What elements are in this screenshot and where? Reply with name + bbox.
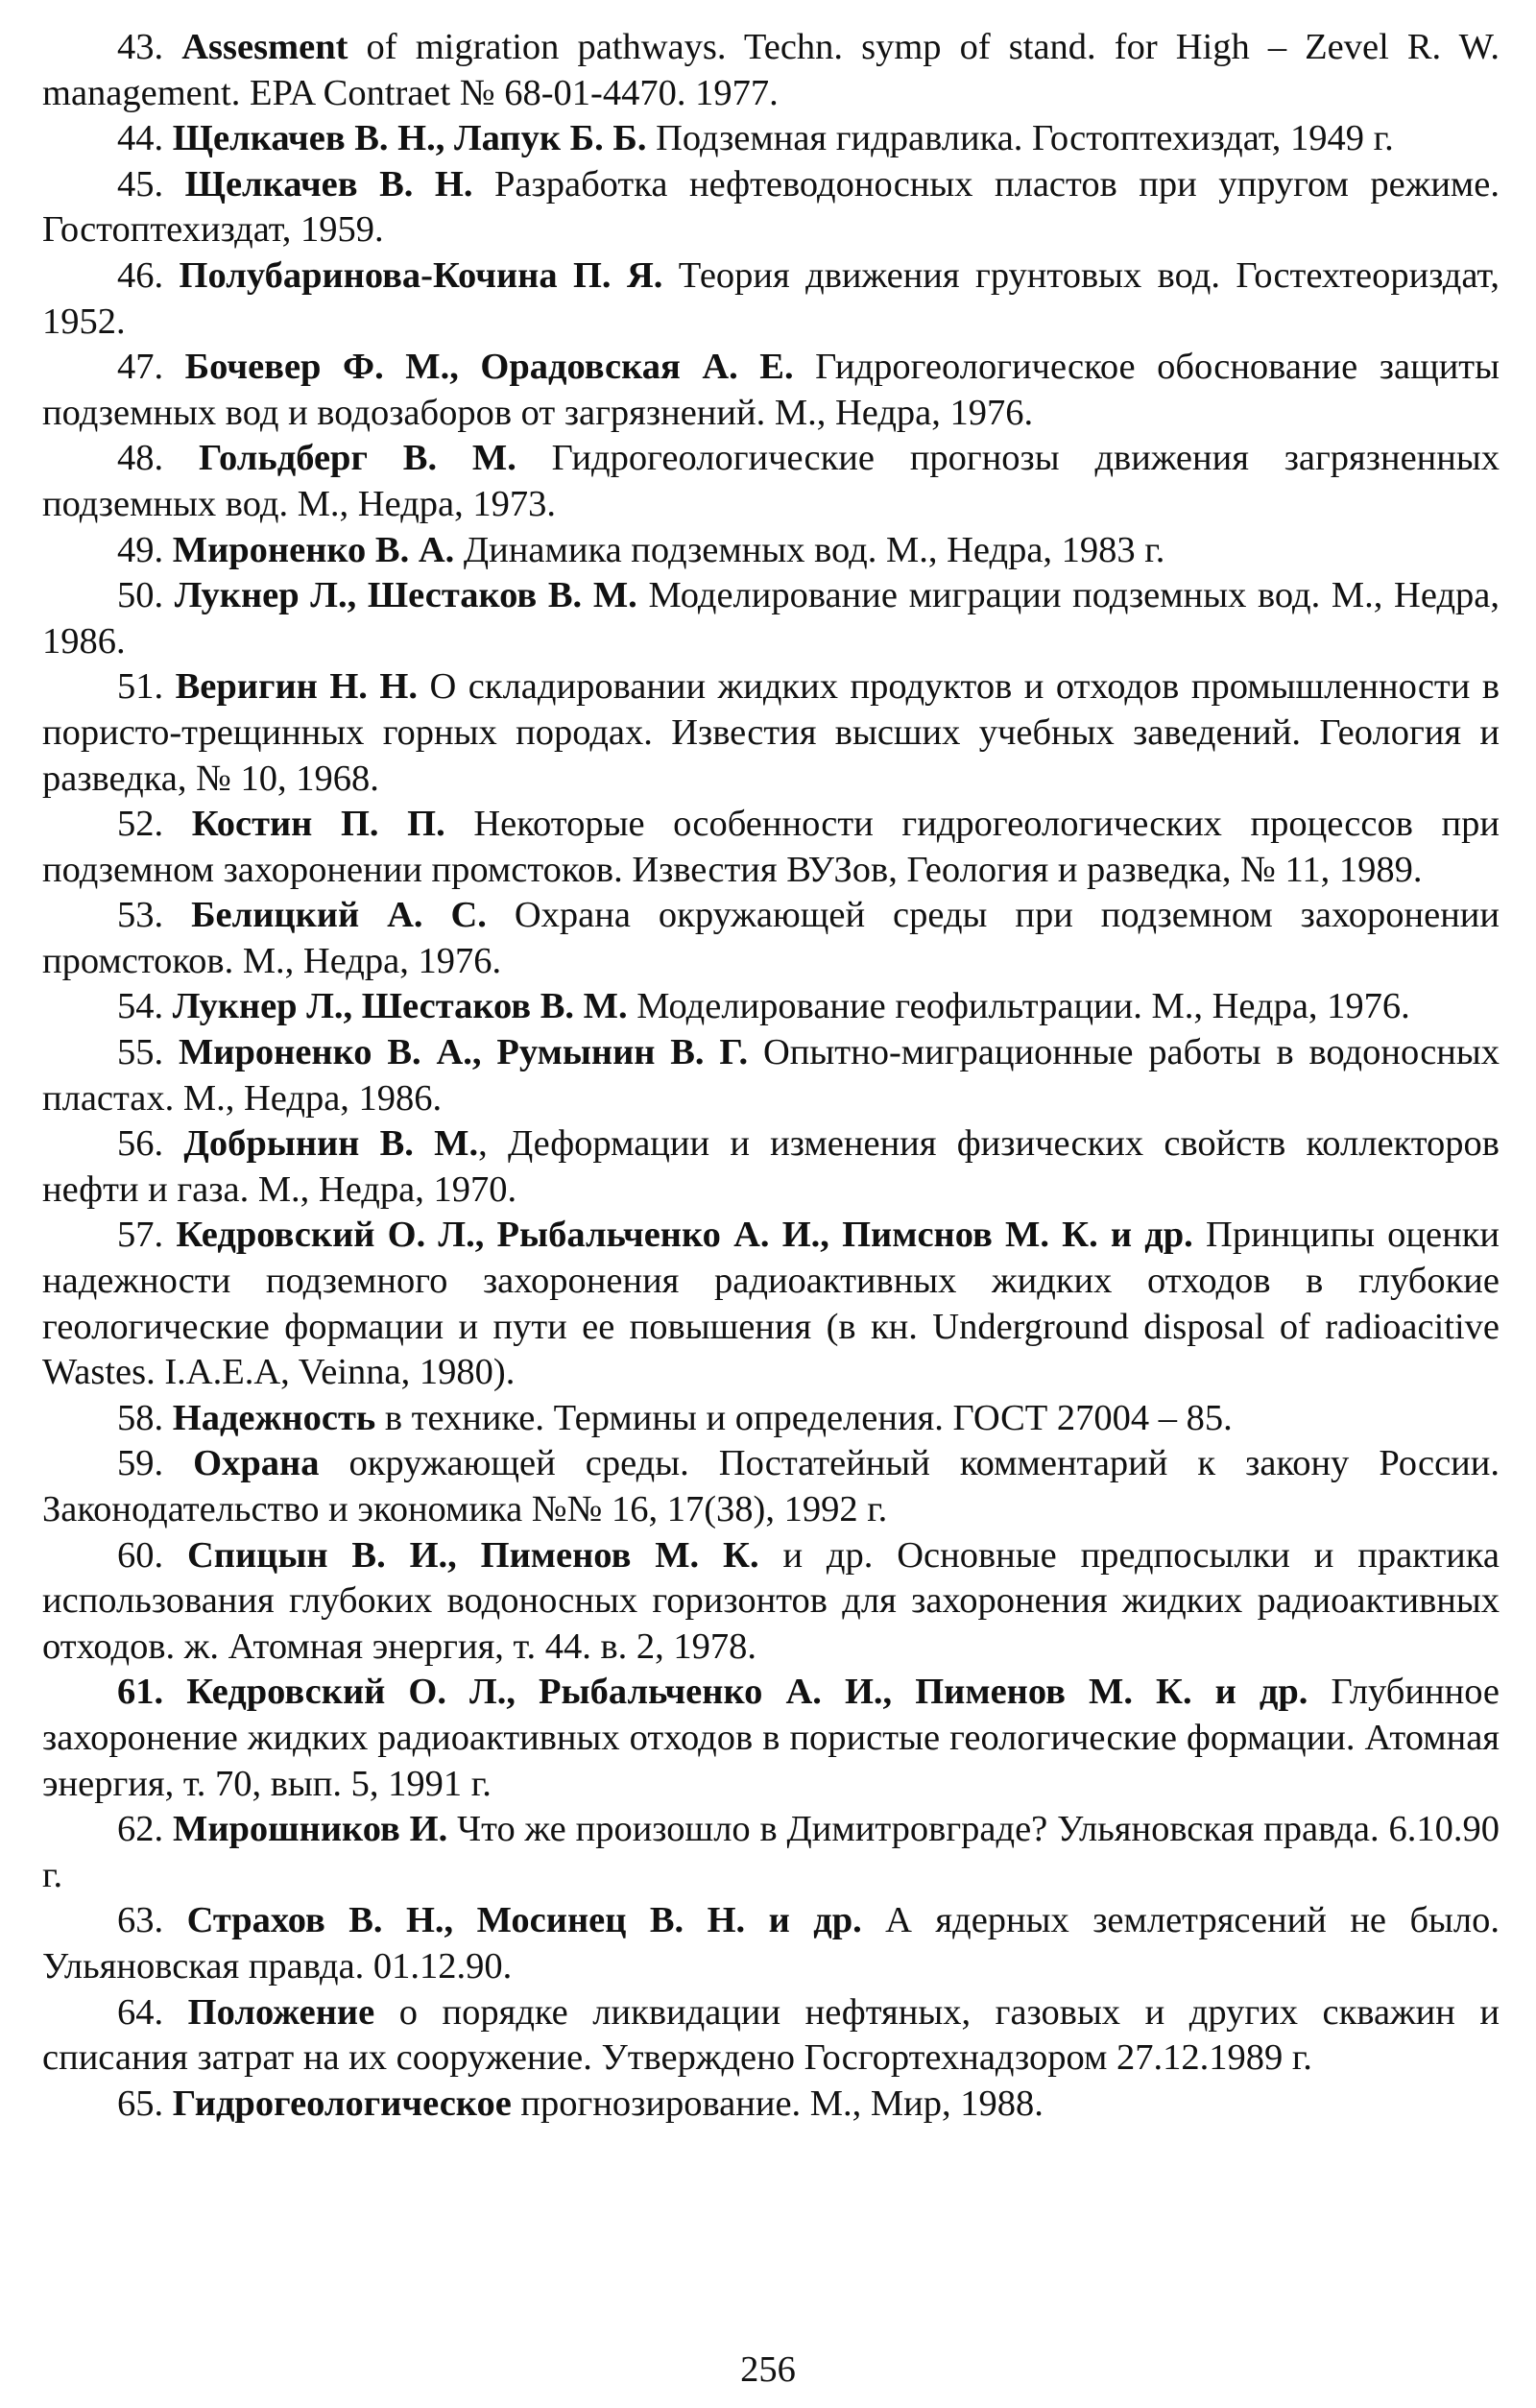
reference-62 xyxy=(42,1807,1500,1898)
reference-48 xyxy=(42,436,1500,527)
reference-text: прогнозирование. М., Мир, 1988. xyxy=(511,2083,1044,2124)
reference-author: Полубаринова-Кочина П. Я. xyxy=(179,254,663,296)
reference-59 xyxy=(42,1441,1500,1532)
reference-57 xyxy=(42,1213,1500,1395)
reference-54 xyxy=(42,984,1500,1030)
reference-number: 58. xyxy=(117,1397,164,1438)
reference-text: Подземная гидравлика. Гостоптехиздат, 1949 г. xyxy=(646,118,1394,159)
reference-45 xyxy=(42,162,1500,253)
reference-text: Моделирование миграции подземных вод. М., Недра, 1986. xyxy=(42,575,1500,662)
reference-61 xyxy=(42,1670,1500,1807)
reference-text: окружающей среды. Постатейный комментарий к закону России. Законодательство и экономика №№ 16, 17(38), 1992 г. xyxy=(42,1443,1500,1529)
reference-author: Щелкачев В. Н. xyxy=(184,163,473,205)
reference-number: 54. xyxy=(117,986,164,1027)
reference-text: О складировании жидких продуктов и отходов промышленности в пористо-трещинных горных породах. Известия высших учебных заведений. Геология и разведка, № 10, 1968. xyxy=(42,666,1500,799)
reference-text: о порядке ликвидации нефтяных, газовых и других скважин и списания затрат на их сооружение. Утверждено Госгортехнадзором 27.12.1989 г. xyxy=(42,1991,1500,2079)
reference-author: Белицкий А. С. xyxy=(191,895,487,936)
reference-number: 62. xyxy=(117,1809,164,1850)
reference-56 xyxy=(42,1121,1500,1213)
reference-author: Assesment xyxy=(181,27,348,67)
reference-44 xyxy=(42,116,1500,162)
reference-list xyxy=(42,25,1500,2127)
reference-number: 64. xyxy=(117,1991,164,2033)
reference-52 xyxy=(42,802,1500,893)
reference-number: 46. xyxy=(117,254,164,296)
reference-text: Теория движения грунтовых вод. Гостехтеориздат, 1952. xyxy=(42,254,1500,342)
reference-author: Лукнер Л., Шестаков В. М. xyxy=(172,986,628,1027)
reference-number: 56. xyxy=(117,1123,164,1165)
reference-text: , Деформации и изменения физических свойств коллекторов нефти и газа. М., Недра, 1970. xyxy=(42,1123,1500,1210)
reference-author: Мирошников И. xyxy=(173,1809,448,1850)
reference-author: Спицын В. И., Пименов М. К. xyxy=(186,1534,759,1576)
reference-55 xyxy=(42,1030,1500,1121)
reference-text: Глубинное захоронение жидких радиоактивных отходов в пористые геологические формации. Атомная энергия, т. 70, вып. 5, 1991 г. xyxy=(42,1672,1500,1804)
reference-text: Моделирование геофильтрации. М., Недра, 1976. xyxy=(627,986,1410,1027)
reference-number: 57. xyxy=(117,1215,164,1256)
reference-text: Динамика подземных вод. М., Недра, 1983 г. xyxy=(454,529,1165,570)
reference-65 xyxy=(42,2082,1500,2128)
reference-text: Гидрогеологические прогнозы движения загрязненных подземных вод. М., Недра, 1973. xyxy=(42,438,1500,524)
reference-number: 60. xyxy=(117,1534,164,1576)
reference-author: Гидрогеологическое xyxy=(172,2083,512,2124)
reference-number: 44. xyxy=(117,118,164,159)
reference-number: 43. xyxy=(117,27,164,67)
reference-number: 53. xyxy=(117,895,164,936)
reference-number: 63. xyxy=(117,1900,164,1941)
reference-51 xyxy=(42,664,1500,802)
reference-number: 65. xyxy=(117,2083,164,2124)
reference-author: Бочевер Ф. М., Орадовская А. Е. xyxy=(184,347,794,388)
reference-60 xyxy=(42,1533,1500,1671)
reference-author: Веригин Н. Н. xyxy=(175,666,418,708)
reference-text: Что же произошло в Димитровграде? Ульяновская правда. 6.10.90 г. xyxy=(42,1809,1500,1895)
reference-text: Некоторые особенности гидрогеологических процессов при подземном захоронении промстоков. Известия ВУЗов, Геология и разведка, № 11, 1989. xyxy=(42,804,1500,890)
reference-text: of migration pathways. Techn. symp of stand. for High – Zevel R. W. management. EPA Contraet № 68-01-4470. 1977. xyxy=(42,27,1500,113)
reference-text: Гидрогеологическое обоснование защиты подземных вод и водозаборов от загрязнений. М., Недра, 1976. xyxy=(42,347,1500,433)
reference-number: 52. xyxy=(117,804,164,845)
reference-author: Лукнер Л., Шестаков В. М. xyxy=(174,575,637,616)
page xyxy=(42,25,1500,2127)
reference-author: Надежность xyxy=(172,1397,376,1438)
reference-author: Костин П. П. xyxy=(191,804,445,845)
reference-text: Опытно-миграционные работы в водоносных пластах. М., Недра, 1986. xyxy=(42,1032,1500,1119)
reference-49 xyxy=(42,528,1500,574)
reference-text: Охрана окружающей среды при подземном захоронении промстоков. М., Недра, 1976. xyxy=(42,895,1500,981)
reference-author: Охрана xyxy=(193,1443,320,1484)
reference-number: 49. xyxy=(117,529,164,570)
reference-author: Добрынин В. М. xyxy=(183,1123,479,1165)
reference-text: и др. Основные предпосылки и практика использования глубоких водоносных горизонтов для захоронения жидких радиоактивных отходов. ж. Атомная энергия, т. 44. в. 2, 1978. xyxy=(42,1534,1500,1667)
reference-number: 61. xyxy=(117,1672,164,1713)
reference-number: 47. xyxy=(117,347,164,388)
reference-author: Гольдберг В. М. xyxy=(198,438,516,479)
reference-53 xyxy=(42,893,1500,984)
reference-number: 48. xyxy=(117,438,164,479)
reference-46 xyxy=(42,253,1500,345)
page-number: 256 xyxy=(740,2349,796,2390)
reference-text: А ядерных землетрясений не было. Ульяновская правда. 01.12.90. xyxy=(42,1900,1500,1987)
reference-63 xyxy=(42,1898,1500,1989)
reference-58 xyxy=(42,1396,1500,1442)
reference-number: 59. xyxy=(117,1443,164,1484)
reference-text: в технике. Термины и определения. ГОСТ 27004 – 85. xyxy=(375,1397,1233,1438)
reference-47 xyxy=(42,345,1500,436)
reference-number: 51. xyxy=(117,666,164,708)
reference-author: Щелкачев В. Н., Лапук Б. Б. xyxy=(172,118,647,159)
reference-number: 50. xyxy=(117,575,164,616)
reference-author: Кедровский О. Л., Рыбальченко А. И., Пименов М. К. и др. xyxy=(186,1672,1308,1713)
reference-author: Положение xyxy=(187,1991,375,2033)
reference-50 xyxy=(42,573,1500,664)
reference-43 xyxy=(42,25,1500,116)
reference-author: Мироненко В. А., Румынин В. Г. xyxy=(178,1032,749,1073)
reference-number: 55. xyxy=(117,1032,164,1073)
reference-text: Разработка нефтеводоносных пластов при упругом режиме. Гостоптехиздат, 1959. xyxy=(42,163,1500,251)
reference-author: Кедровский О. Л., Рыбальченко А. И., Пимснов М. К. и др. xyxy=(176,1215,1193,1256)
reference-author: Страхов В. Н., Мосинец В. Н. и др. xyxy=(186,1900,862,1941)
reference-author: Мироненко В. А. xyxy=(172,529,455,570)
reference-number: 45. xyxy=(117,163,164,205)
reference-64 xyxy=(42,1990,1500,2082)
reference-text: Принципы оценки надежности подземного захоронения радиоактивных жидких отходов в глубокие геологические формации и пути ее повышения (в кн. Underground disposal of radioacitive Wastes. I.A.E.A, Veinna, 1980). xyxy=(42,1215,1500,1393)
